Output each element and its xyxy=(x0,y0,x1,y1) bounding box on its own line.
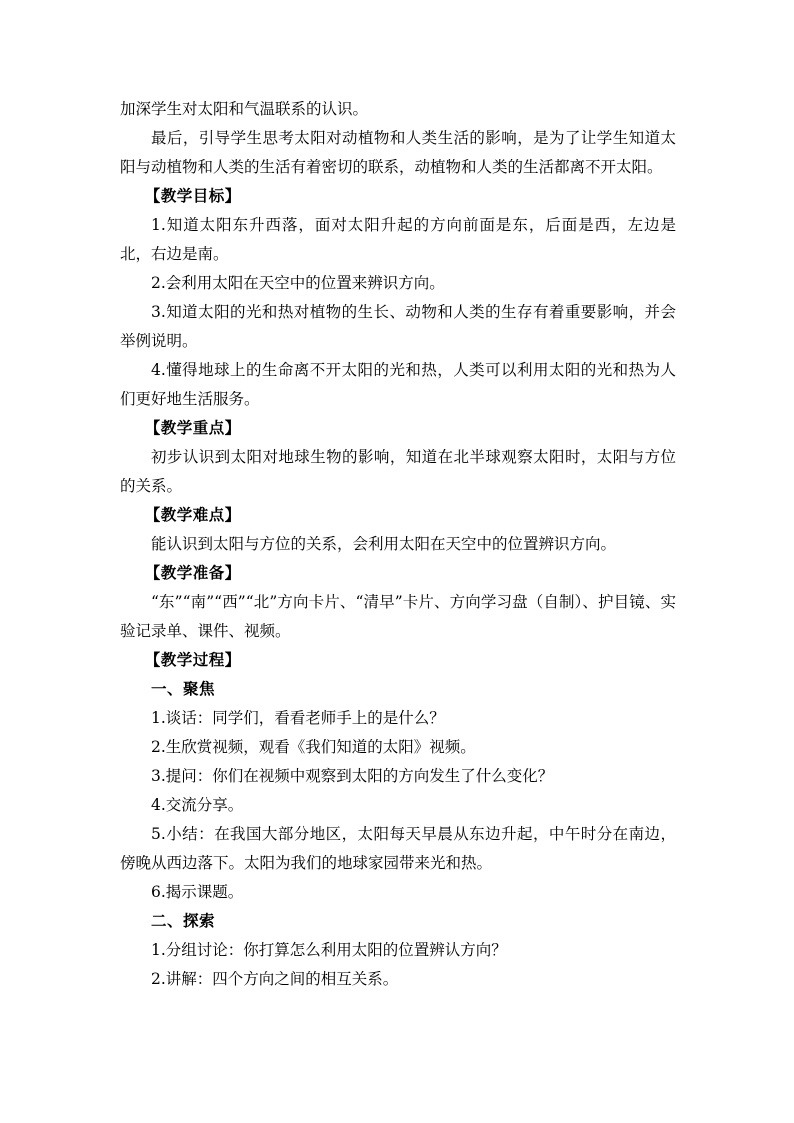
objective-item-1: 1.知道太阳东升西落，面对太阳升起的方向前面是东，后面是西，左边是北，右边是南。 xyxy=(120,216,676,263)
objective-item-4: 4.懂得地球上的生命离不开太阳的光和热，人类可以利用太阳的光和热为人们更好地生活服务。 xyxy=(120,361,676,408)
objective-item-3: 3.知道太阳的光和热对植物的生长、动物和人类的生存有着重要影响，并会举例说明。 xyxy=(120,303,676,350)
focus-item-6: 6.揭示课题。 xyxy=(151,883,244,901)
explore-item-1: 1.分组讨论：你打算怎么利用太阳的位置辨认方向？ xyxy=(151,941,507,959)
explore-item-2: 2.讲解：四个方向之间的相互关系。 xyxy=(151,970,399,988)
heading-teaching-objectives: 【教学目标】 xyxy=(144,187,241,205)
section-focus-title: 一、聚焦 xyxy=(151,680,216,698)
key-points-text: 初步认识到太阳对地球生物的影响，知道在北半球观察太阳时，太阳与方位的关系。 xyxy=(120,448,676,495)
focus-item-4: 4.交流分享。 xyxy=(151,796,244,814)
heading-difficulties: 【教学难点】 xyxy=(144,506,241,524)
section-explore-title: 二、探索 xyxy=(151,912,216,930)
focus-item-1: 1.谈话：同学们，看看老师手上的是什么？ xyxy=(151,709,445,727)
focus-item-2: 2.生欣赏视频，观看《我们知道的太阳》视频。 xyxy=(151,738,476,756)
preparation-text: “东”“南”“西”“北”方向卡片、“清早”卡片、方向学习盘（自制）、护目镜、实验记录单、课件、视频。 xyxy=(120,593,676,640)
difficulties-text: 能认识到太阳与方位的关系，会利用太阳在天空中的位置辨识方向。 xyxy=(151,535,617,553)
paragraph-final-guidance: 最后，引导学生思考太阳对动植物和人类生活的影响，是为了让学生知道太阳与动植物和人类的生活有着密切的联系，动植物和人类的生活都离不开太阳。 xyxy=(120,129,676,176)
document-page xyxy=(120,95,676,994)
heading-preparation: 【教学准备】 xyxy=(144,564,241,582)
heading-teaching-process: 【教学过程】 xyxy=(144,651,241,669)
paragraph-intro-continued: 加深学生对太阳和气温联系的认识。 xyxy=(120,100,369,118)
heading-key-points: 【教学重点】 xyxy=(144,419,241,437)
objective-item-2: 2.会利用太阳在天空中的位置来辨识方向。 xyxy=(151,274,445,292)
focus-item-5: 5.小结：在我国大部分地区，太阳每天早晨从东边升起，中午时分在南边，傍晚从西边落下。太阳为我们的地球家园带来光和热。 xyxy=(120,825,676,872)
focus-item-3: 3.提问：你们在视频中观察到太阳的方向发生了什么变化？ xyxy=(151,767,554,785)
